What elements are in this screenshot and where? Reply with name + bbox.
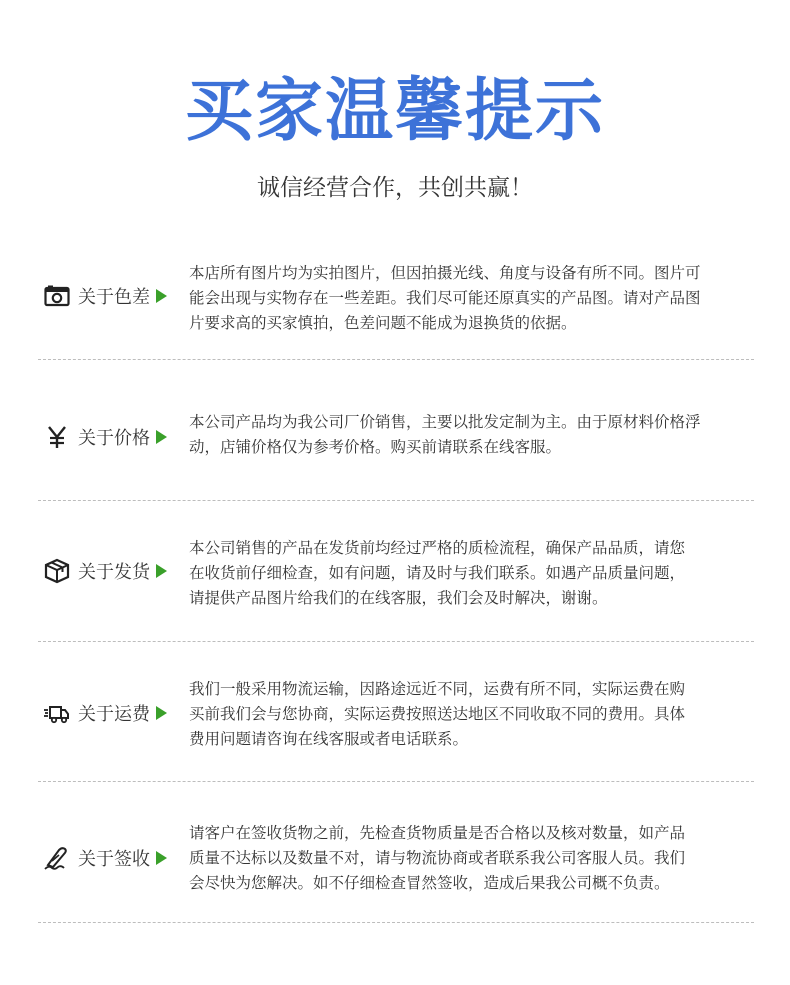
section-freight bbox=[38, 641, 754, 782]
body-line: 本店所有图片均为实拍图片，但因拍摄光线、角度与设备有所不同。图片可 bbox=[189, 264, 701, 282]
body-line: 片要求高的买家慎拍，色差问题不能成为退换货的依据。 bbox=[189, 314, 577, 332]
body-line: 动，店铺价格仅为参考价格。购买前请联系在线客服。 bbox=[189, 438, 562, 456]
arrow-right-icon bbox=[156, 564, 167, 578]
section-label bbox=[44, 556, 167, 586]
body-line: 会尽快为您解决。如不仔细检查冒然签收，造成后果我公司概不负责。 bbox=[189, 874, 670, 892]
arrow-right-icon bbox=[156, 430, 167, 444]
package-icon bbox=[44, 558, 70, 584]
body-line: 费用问题请咨询在线客服或者电话联系。 bbox=[189, 730, 469, 748]
pen-sign-icon bbox=[44, 845, 70, 871]
body-line: 本公司销售的产品在发货前均经过严格的质检流程，确保产品品质，请您 bbox=[189, 539, 686, 557]
section-label bbox=[44, 281, 167, 311]
section-label-text: 关于价格 bbox=[78, 428, 150, 449]
arrow-right-icon bbox=[156, 706, 167, 720]
section-body bbox=[189, 821, 745, 896]
section-label bbox=[44, 843, 167, 873]
section-color-difference bbox=[38, 250, 754, 360]
section-body bbox=[189, 261, 745, 336]
page-title: 买家温馨提示 bbox=[184, 72, 605, 151]
body-line: 在收货前仔细检查，如有问题，请及时与我们联系。如遇产品质量问题， bbox=[189, 564, 686, 582]
body-line: 能会出现与实物存在一些差距。我们尽可能还原真实的产品图。请对产品图 bbox=[189, 289, 701, 307]
body-line: 买前我们会与您协商，实际运费按照送达地区不同收取不同的费用。具体 bbox=[189, 705, 686, 723]
arrow-right-icon bbox=[156, 289, 167, 303]
section-label bbox=[44, 422, 167, 452]
page-subtitle: 诚信经营合作，共创共赢！ bbox=[257, 175, 533, 201]
body-line: 请提供产品图片给我们的在线客服，我们会及时解决，谢谢。 bbox=[189, 589, 608, 607]
section-label-text: 关于运费 bbox=[78, 704, 150, 725]
section-body bbox=[189, 410, 745, 460]
section-price bbox=[38, 359, 754, 501]
body-line: 本公司产品均为我公司厂价销售，主要以批发定制为主。由于原材料价格浮 bbox=[189, 413, 701, 431]
body-line: 请客户在签收货物之前，先检查货物质量是否合格以及核对数量，如产品 bbox=[189, 824, 686, 842]
delivery-truck-icon bbox=[44, 700, 70, 726]
section-signing bbox=[38, 781, 754, 923]
section-label-text: 关于发货 bbox=[78, 562, 150, 583]
body-line: 我们一般采用物流运输，因路途远近不同，运费有所不同，实际运费在购 bbox=[189, 680, 686, 698]
yen-icon bbox=[44, 424, 70, 450]
arrow-right-icon bbox=[156, 851, 167, 865]
section-shipping bbox=[38, 500, 754, 642]
section-label bbox=[44, 698, 167, 728]
body-line: 质量不达标以及数量不对，请与物流协商或者联系我公司客服人员。我们 bbox=[189, 849, 686, 867]
section-body bbox=[189, 536, 745, 611]
section-label-text: 关于色差 bbox=[78, 287, 150, 308]
camera-icon bbox=[44, 283, 70, 309]
section-label-text: 关于签收 bbox=[78, 849, 150, 870]
section-body bbox=[189, 677, 745, 752]
